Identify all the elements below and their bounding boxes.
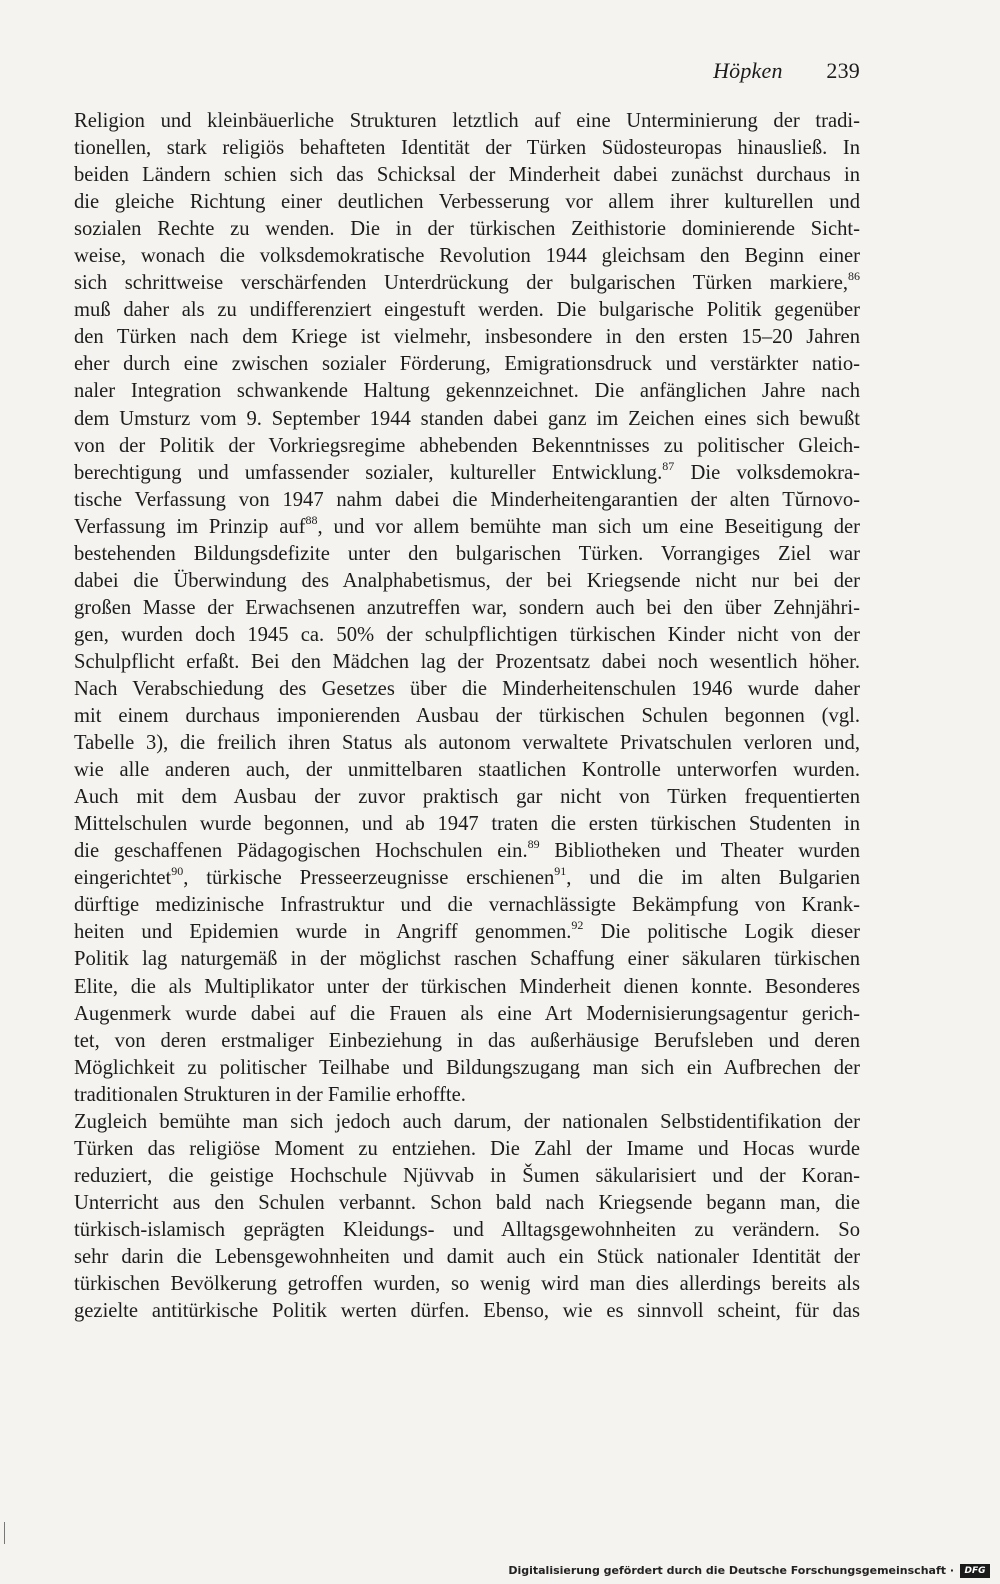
line-text: Unterricht aus den Schulen verbannt. Schon bald nach Kriegsende begann man, die [74, 1191, 860, 1214]
text-line [74, 487, 860, 514]
line-text: Politik lag naturgemäß in der möglichst raschen Schaffung einer säkularen türkischen [74, 948, 860, 971]
digitization-credit: Digitalisierung gefördert durch die Deutsche Forschungsgemeinschaft · [508, 1564, 954, 1577]
line-text: die geschaffenen Pädagogischen Hochschulen ein. [74, 840, 528, 863]
footnote-marker: 86 [848, 269, 860, 284]
line-text: den Türken nach dem Kriege ist vielmehr, insbesondere in den ersten 15–20 Jahren [74, 326, 860, 349]
text-line [74, 784, 860, 811]
text-line [74, 838, 860, 865]
footnote-marker: 88 [305, 512, 318, 527]
text-line [74, 433, 860, 460]
text-line [74, 406, 860, 433]
text-line [74, 1136, 860, 1163]
line-text: türkischen Bevölkerung getroffen wurden, so wenig wird man dies allerdings bereits als [74, 1273, 860, 1296]
text-line [74, 703, 860, 730]
line-text: berechtigung und umfassender sozialer, kultureller Entwicklung. [74, 461, 663, 484]
text-line [74, 730, 860, 757]
text-line [74, 1109, 860, 1136]
text-line [74, 892, 860, 919]
footnote-marker: 90 [171, 864, 184, 879]
line-text: dabei die Überwindung des Analphabetismus, der bei Kriegsende nicht nur bei der [74, 569, 860, 592]
footnote-marker: 89 [527, 837, 540, 852]
text-line [74, 1163, 860, 1190]
line-text: Religion und kleinbäuerliche Strukturen letztlich auf eine Unterminierung der tradi- [74, 110, 860, 132]
text-line [74, 919, 860, 946]
text-line [74, 974, 860, 1001]
line-text: naler Integration schwankende Haltung gekennzeichnet. Die anfänglichen Jahre nach [74, 380, 860, 403]
text-line [74, 216, 860, 243]
line-text: tische Verfassung von 1947 nahm dabei die Minderheitengarantien der alten Tŭrnovo- [74, 488, 860, 511]
text-line [74, 135, 860, 162]
line-text: Die politische Logik dieser [583, 921, 860, 944]
text-line [74, 595, 860, 622]
text-line [74, 162, 860, 189]
line-text: Augenmerk wurde dabei auf die Frauen als eine Art Modernisierungsagentur gerich- [74, 1002, 860, 1025]
text-line [74, 1271, 860, 1298]
dfg-logo: DFG [960, 1564, 990, 1578]
line-text: tionellen, stark religiös behafteten Identität der Türken Südosteuropas hinausließ. In [74, 137, 860, 160]
footnote-marker: 92 [571, 918, 584, 933]
text-line [74, 460, 860, 487]
page-number: 239 [826, 58, 860, 83]
line-text: , und die im alten Bulgarien [566, 867, 860, 890]
line-text: großen Masse der Erwachsenen anzutreffen war, sondern auch bei den über Zehnjähri- [74, 596, 860, 619]
line-text: sehr darin die Lebensgewohnheiten und damit auch ein Stück nationaler Identität der [74, 1245, 860, 1268]
text-line [74, 946, 860, 973]
line-text: mit einem durchaus imponierenden Ausbau der türkischen Schulen begonnen (vgl. [74, 705, 860, 728]
text-line [74, 676, 860, 703]
line-text: , türkische Presseerzeugnisse erschienen [183, 867, 555, 890]
running-head [713, 58, 860, 84]
line-text: muß daher als zu undifferenziert eingestuft werden. Die bulgarische Politik gegenüber [74, 299, 860, 322]
line-text: traditionalen Strukturen in der Familie erhoffte. [74, 1083, 466, 1106]
line-text: heiten und Epidemien wurde in Angriff genommen. [74, 921, 572, 944]
line-text: bestehenden Bildungsdefizite unter den bulgarischen Türken. Vorrangiges Ziel war [74, 542, 860, 565]
line-text: Elite, die als Multiplikator unter der türkischen Minderheit dienen konnte. Besonderes [74, 975, 860, 998]
line-text: eingerichtet [74, 867, 172, 890]
line-text: sich schrittweise verschärfenden Unterdrückung der bulgarischen Türken markiere, [74, 272, 848, 295]
line-text: tet, von deren erstmaliger Einbeziehung in das außerhäusige Berufsleben und deren [74, 1029, 860, 1052]
line-text: Möglichkeit zu politischer Teilhabe und Bildungszugang man sich ein Aufbrechen der [74, 1056, 860, 1079]
text-line [74, 324, 860, 351]
line-text: türkisch-islamisch geprägten Kleidungs- und Alltagsgewohnheiten zu verändern. So [74, 1218, 860, 1241]
line-text: , und vor allem bemühte man sich um eine Beseitigung der [317, 515, 860, 538]
line-text: Die volksdemokra- [674, 461, 860, 484]
line-text: gen, wurden doch 1945 ca. 50% der schulpflichtigen türkischen Kinder nicht von der [74, 623, 860, 646]
line-text: Nach Verabschiedung des Gesetzes über die Minderheitenschulen 1946 wurde daher [74, 677, 860, 700]
footnote-marker: 87 [662, 458, 675, 473]
line-text: die gleiche Richtung einer deutlichen Verbesserung vor allem ihrer kulturellen und [74, 191, 860, 214]
text-line [74, 297, 860, 324]
paragraph [74, 1109, 860, 1325]
footnote-marker: 91 [554, 864, 567, 879]
text-line [74, 378, 860, 405]
line-text: Türken das religiöse Moment zu entziehen. Die Zahl der Imame und Hocas wurde [74, 1137, 860, 1160]
line-text: Mittelschulen wurde begonnen, und ab 1947 traten die ersten türkischen Studenten in [74, 813, 860, 836]
text-line [74, 649, 860, 676]
line-text: eher durch eine zwischen sozialer Förderung, Emigrationsdruck und verstärkter natio- [74, 353, 860, 376]
text-line [74, 1217, 860, 1244]
text-line [74, 270, 860, 297]
text-line [74, 1028, 860, 1055]
paragraph [74, 108, 860, 1109]
line-text: von der Politik der Vorkriegsregime abhebenden Bekenntnisses zu politischer Gleich- [74, 434, 860, 457]
line-text: beiden Ländern schien sich das Schicksal der Minderheit dabei zunächst durchaus in [74, 164, 860, 187]
text-line [74, 1190, 860, 1217]
text-line [74, 865, 860, 892]
line-text: dem Umsturz vom 9. September 1944 standen dabei ganz im Zeichen eines sich bewußt [74, 407, 860, 430]
line-text: weise, wonach die volksdemokratische Revolution 1944 gleichsam den Beginn einer [74, 245, 860, 268]
text-line [74, 351, 860, 378]
text-line [74, 757, 860, 784]
running-head-author: Höpken [713, 58, 783, 83]
line-text: Tabelle 3), die freilich ihren Status als autonom verwaltete Privatschulen verloren und, [74, 732, 860, 755]
line-text: Zugleich bemühte man sich jedoch auch darum, der nationalen Selbstidentifikation der [74, 1110, 860, 1133]
line-text: Bibliotheken und Theater wurden [539, 840, 860, 863]
body-text [74, 108, 860, 1325]
text-line [74, 514, 860, 541]
line-text: Schulpflicht erfaßt. Bei den Mädchen lag der Prozentsatz dabei noch wesentlich höher. [74, 650, 860, 673]
text-line [74, 1244, 860, 1271]
text-line [74, 1082, 860, 1109]
text-line [74, 1055, 860, 1082]
text-line [74, 622, 860, 649]
text-line [74, 108, 860, 135]
text-line [74, 189, 860, 216]
text-line [74, 541, 860, 568]
text-line [74, 1298, 860, 1325]
line-text: dürftige medizinische Infrastruktur und die vernachlässigte Bekämpfung von Krank- [74, 894, 860, 917]
text-line [74, 568, 860, 595]
line-text: reduziert, die geistige Hochschule Njüvvab in Šumen säkularisiert und der Koran- [74, 1164, 860, 1187]
line-text: Verfassung im Prinzip auf [74, 515, 306, 538]
scan-edge-mark [4, 1522, 5, 1544]
line-text: wie alle anderen auch, der unmittelbaren staatlichen Kontrolle unterworfen wurden. [74, 759, 860, 782]
text-line [74, 1001, 860, 1028]
line-text: sozialen Rechte zu wenden. Die in der türkischen Zeithistorie dominierende Sicht- [74, 218, 860, 241]
text-line [74, 243, 860, 270]
line-text: gezielte antitürkische Politik werten dürfen. Ebenso, wie es sinnvoll scheint, für das [74, 1300, 860, 1323]
text-line [74, 811, 860, 838]
line-text: Auch mit dem Ausbau der zuvor praktisch gar nicht von Türken frequentierten [74, 786, 860, 809]
